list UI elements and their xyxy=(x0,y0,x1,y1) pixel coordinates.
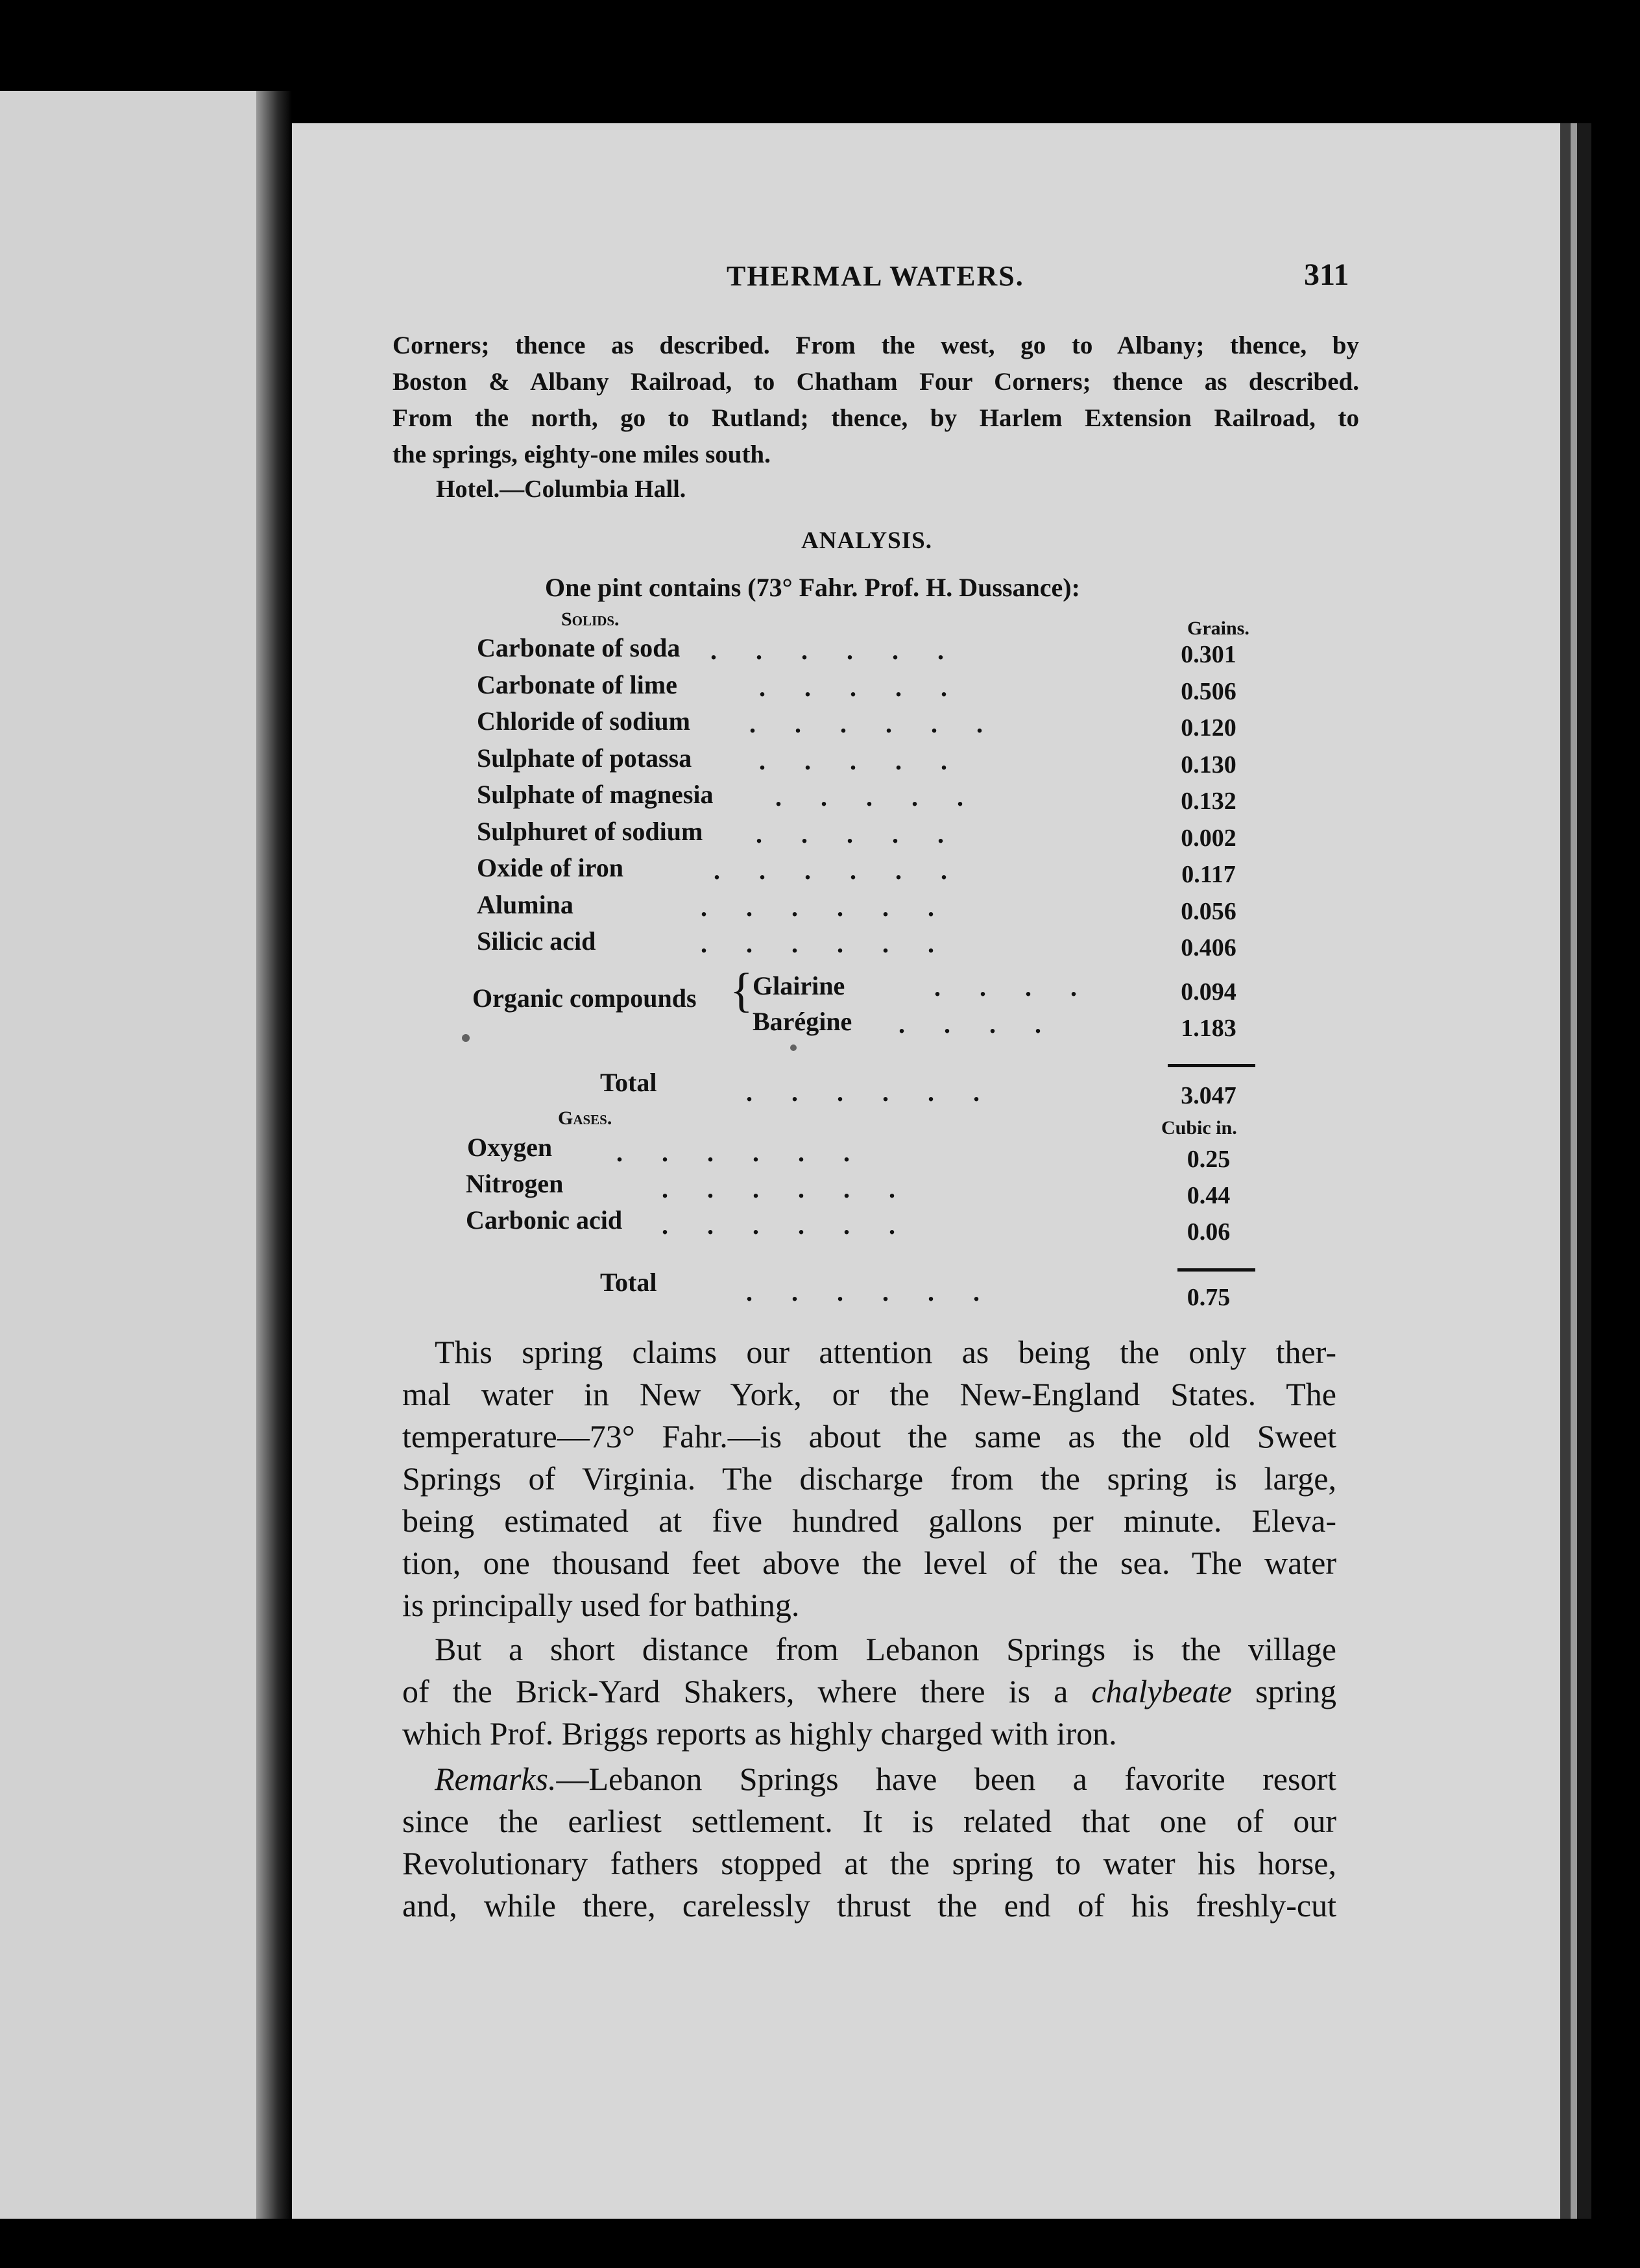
solids-total-value: 3.047 xyxy=(1181,1082,1236,1109)
solids-total-label: Total xyxy=(600,1068,657,1097)
gas-value: 0.25 xyxy=(1187,1146,1231,1173)
solids-unit: Grains. xyxy=(1187,618,1249,639)
book-gutter xyxy=(256,91,292,2219)
solid-name: Sulphuret of sodium xyxy=(477,816,703,846)
solid-value: 0.117 xyxy=(1181,861,1236,888)
solid-name: Sulphate of potassa xyxy=(477,743,692,773)
solid-value: 0.506 xyxy=(1181,677,1236,705)
solid-value: 0.130 xyxy=(1181,751,1236,778)
body-paragraph-3 xyxy=(402,1758,1336,1927)
body-line: tion, one thousand feet above the level of the sea. The water xyxy=(402,1545,1336,1581)
italic-term: chalybeate xyxy=(1091,1673,1232,1709)
solid-value: 0.120 xyxy=(1181,714,1236,742)
left-page-fragment xyxy=(0,91,256,2219)
solid-name: Oxide of iron xyxy=(477,853,623,882)
body-line: is principally used for bathing. xyxy=(402,1587,800,1623)
leader-dots: . . . . . . xyxy=(662,1211,895,1240)
body-line: Springs of Virginia. The discharge from the spring is large, xyxy=(402,1460,1336,1497)
directions-line: Corners; thence as described. From the west, go to Albany; thence, by xyxy=(392,332,1359,359)
body-paragraph-1 xyxy=(402,1331,1336,1626)
italic-lead: Remarks. xyxy=(435,1761,557,1797)
solids-heading: Solids. xyxy=(561,609,620,630)
leader-dots: . . . . . . xyxy=(746,1277,980,1307)
organic-item-name: Glairine xyxy=(753,971,845,1000)
leader-dots: . . . . . xyxy=(756,819,944,849)
body-line: since the earliest settlement. It is related that one of our xyxy=(402,1803,1336,1839)
body-line: But a short distance from Lebanon Springs is the village xyxy=(435,1631,1336,1667)
body-line: Revolutionary fathers stopped at the spring to water his horse, xyxy=(402,1845,1336,1881)
body-line: Remarks.—Lebanon Springs have been a favorite resort xyxy=(435,1761,1336,1797)
leader-dots: . . . . . . xyxy=(701,892,934,922)
gas-name: Nitrogen xyxy=(466,1169,564,1198)
directions-line: Boston & Albany Railroad, to Chatham Four Corners; thence as described. xyxy=(392,368,1359,396)
directions-line: the springs, eighty-one miles south. xyxy=(392,440,771,468)
running-header: THERMAL WATERS. xyxy=(727,260,1024,292)
gas-value: 0.06 xyxy=(1187,1218,1231,1246)
page-edge xyxy=(1571,123,1577,2219)
gas-name: Oxygen xyxy=(467,1133,553,1162)
gases-heading: Gases. xyxy=(558,1107,612,1129)
solid-value: 0.002 xyxy=(1181,824,1236,852)
solid-name: Sulphate of magnesia xyxy=(477,780,714,809)
leader-dots: . . . . . . xyxy=(701,929,934,958)
body-line: which Prof. Briggs reports as highly charged with iron. xyxy=(402,1715,1117,1752)
leader-dots: . . . . xyxy=(934,972,1077,1002)
solid-value: 0.301 xyxy=(1181,641,1236,668)
ink-spot xyxy=(790,1044,797,1051)
leader-dots: . . . . . . xyxy=(714,856,947,885)
page-edge xyxy=(1560,123,1571,2219)
page-edge xyxy=(1577,123,1591,2219)
leader-dots: . . . . . . xyxy=(710,636,944,665)
ink-spot xyxy=(462,1034,470,1042)
hotel-line: Hotel.—Columbia Hall. xyxy=(436,476,686,503)
solid-name: Carbonate of lime xyxy=(477,670,677,699)
body-line: This spring claims our attention as being the only ther- xyxy=(435,1334,1336,1370)
total-rule xyxy=(1168,1064,1255,1067)
gases-total-label: Total xyxy=(600,1268,657,1297)
solid-name: Silicic acid xyxy=(477,926,596,956)
body-line: being estimated at five hundred gallons per minute. Eleva- xyxy=(402,1502,1336,1539)
organic-label: Organic compounds xyxy=(472,983,697,1013)
leader-dots: . . . . . xyxy=(775,782,963,812)
gases-total-value: 0.75 xyxy=(1187,1284,1231,1311)
body-paragraph-2 xyxy=(402,1628,1336,1755)
leader-dots: . . . . . xyxy=(759,745,947,775)
analysis-title: ANALYSIS. xyxy=(801,527,932,554)
gas-value: 0.44 xyxy=(1187,1182,1231,1209)
leader-dots: . . . . xyxy=(898,1009,1041,1039)
solid-value: 0.406 xyxy=(1181,934,1236,961)
leader-dots: . . . . . . xyxy=(749,709,983,738)
brace-icon: { xyxy=(730,964,753,1017)
solid-name: Alumina xyxy=(477,889,573,919)
body-line: of the Brick-Yard Shakers, where there is a chalybeate spring xyxy=(402,1673,1337,1709)
solid-name: Chloride of sodium xyxy=(477,706,690,736)
body-line: temperature—73° Fahr.—is about the same as the old Sweet xyxy=(402,1418,1336,1454)
organic-item-value: 0.094 xyxy=(1181,978,1236,1006)
directions-line: From the north, go to Rutland; thence, by Harlem Extension Railroad, to xyxy=(392,404,1359,432)
organic-item-value: 1.183 xyxy=(1181,1015,1236,1042)
analysis-intro: One pint contains (73° Fahr. Prof. H. Dussance): xyxy=(545,573,1080,602)
leader-dots: . . . . . . xyxy=(746,1078,980,1107)
organic-item-name: Barégine xyxy=(753,1007,852,1036)
solid-value: 0.132 xyxy=(1181,788,1236,815)
body-line: mal water in New York, or the New-England States. The xyxy=(402,1376,1336,1412)
leader-dots: . . . . . . xyxy=(662,1174,895,1203)
gases-unit: Cubic in. xyxy=(1161,1117,1237,1139)
page-number: 311 xyxy=(1304,258,1349,292)
solid-name: Carbonate of soda xyxy=(477,633,681,662)
leader-dots: . . . . . xyxy=(759,672,947,702)
body-line: and, while there, carelessly thrust the end of his freshly-cut xyxy=(402,1887,1336,1924)
total-rule xyxy=(1177,1268,1255,1272)
solid-value: 0.056 xyxy=(1181,897,1236,925)
directions-paragraph xyxy=(392,331,1359,476)
leader-dots: . . . . . . xyxy=(616,1138,850,1167)
gas-name: Carbonic acid xyxy=(466,1205,623,1235)
